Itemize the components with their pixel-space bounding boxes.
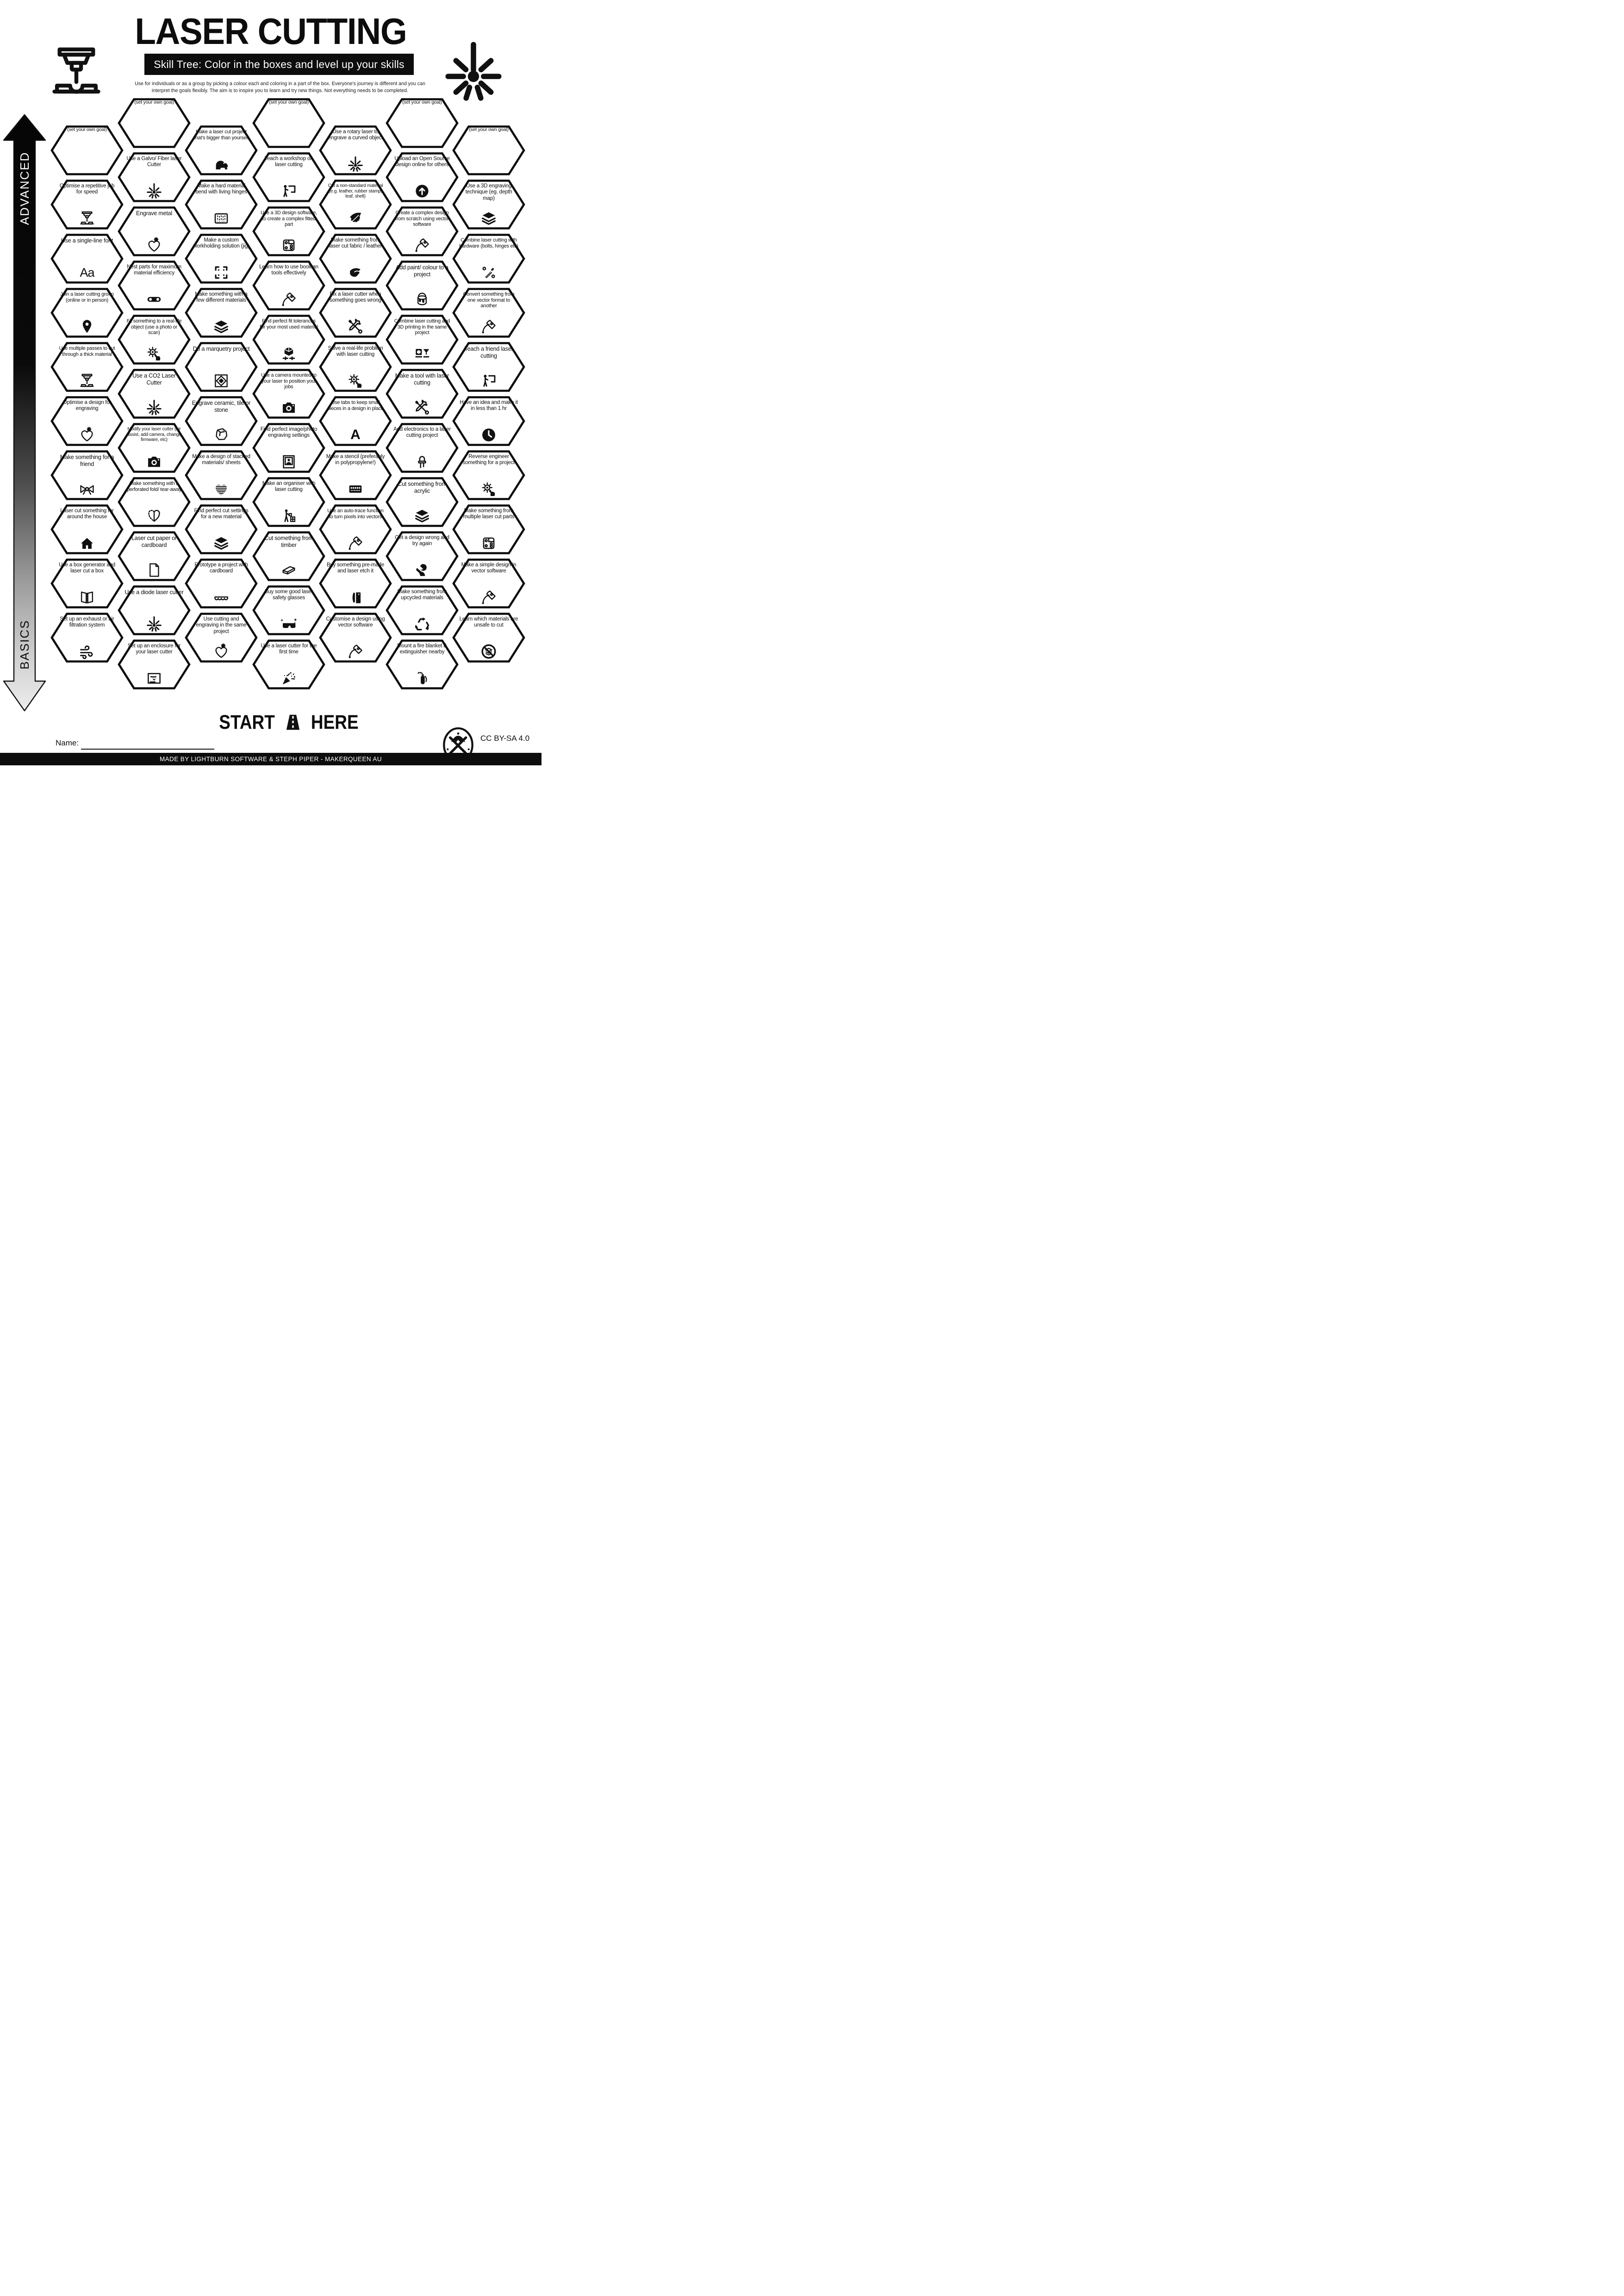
hex-tile[interactable] <box>452 449 525 501</box>
recycle-icon <box>386 614 459 634</box>
hex-label: Teach a friend laser cutting <box>464 346 513 359</box>
pen-tool-icon <box>452 317 525 336</box>
hex-tile[interactable] <box>118 422 191 474</box>
hex-tile[interactable] <box>252 260 325 311</box>
hex-tile[interactable] <box>50 233 124 285</box>
hex-tile[interactable] <box>319 341 392 393</box>
hex-label: Make something with a few different materials <box>195 292 248 304</box>
stencil-icon <box>319 479 392 499</box>
hex-label: Combine laser cutting with hardware (bolts, hinges etc) <box>459 237 518 249</box>
striped-heart-icon <box>185 479 258 499</box>
hex-tile[interactable] <box>452 341 525 393</box>
hex-tile[interactable] <box>50 395 124 447</box>
gear-hand-icon <box>452 479 525 499</box>
hex-tile[interactable] <box>452 179 525 230</box>
hex-tile[interactable] <box>319 395 392 447</box>
hex-tile[interactable] <box>252 476 325 528</box>
hex-label: Add paint/ colour to a project <box>396 264 448 278</box>
hex-label: Make a design of stacked materials/ sheets <box>192 454 250 466</box>
hex-tile[interactable] <box>319 179 392 230</box>
pen-tool-icon <box>252 290 325 309</box>
hex-label: Make something from laser cut fabric / leather <box>329 237 382 249</box>
laser-enclosure-icon <box>118 669 191 688</box>
hex-label: Get a design wrong and try again <box>395 535 449 547</box>
crossed-tools-icon <box>386 398 459 417</box>
hex-label: Use a Galvo/ Fiber laser Cutter <box>126 156 182 168</box>
hex-label: Make a tool with laser cutting <box>395 372 449 386</box>
camera-icon <box>118 452 191 472</box>
layers-icon <box>452 209 525 228</box>
hex-label: Prototype a project with cardboard <box>194 562 248 574</box>
gift-bow-icon <box>50 479 124 499</box>
hex-tile[interactable] <box>50 341 124 393</box>
hex-label: Set up an enclosure for your laser cutter <box>127 643 181 655</box>
living-hinge-icon <box>185 209 258 228</box>
hex-tile[interactable] <box>452 287 525 339</box>
heart-spark-icon <box>118 236 191 255</box>
hex-tile[interactable] <box>386 639 459 690</box>
hex-tile[interactable] <box>118 530 191 582</box>
single-line-font-icon: Aa <box>80 265 94 279</box>
hex-label: Do a marquetry project <box>193 346 250 352</box>
led-icon <box>386 452 459 472</box>
pen-tool-icon <box>319 642 392 661</box>
hex-tile[interactable] <box>185 449 258 501</box>
hex-label: Find perfect cut settings for a new material <box>194 508 249 520</box>
hex-label: Cut something from acrylic <box>398 481 447 494</box>
hex-label: Find perfect fit tolerances for your most used material <box>260 318 318 330</box>
hex-label: Solve a real-life problem with laser cutting <box>328 346 383 358</box>
hex-label: Convert something from one vector format to another <box>463 292 515 309</box>
basics-axis-label: BASICS <box>18 620 31 670</box>
subtitle-bar <box>144 54 414 75</box>
hex-tile[interactable] <box>386 368 459 420</box>
hex-tile[interactable] <box>185 341 258 393</box>
hex-tile[interactable] <box>452 558 525 609</box>
hex-tile[interactable] <box>185 179 258 230</box>
upload-icon <box>386 181 459 201</box>
hex-label: Engrave metal <box>136 210 172 217</box>
hex-label: Make something from upcycled materials <box>397 589 447 601</box>
name-field-label: Name: <box>56 738 79 747</box>
timber-icon <box>252 560 325 580</box>
footer-bar <box>0 753 541 765</box>
hex-label: Use a laser cutter for the first time <box>261 643 317 655</box>
hex-tile[interactable] <box>118 584 191 636</box>
hex-label: Cut something from timber <box>264 535 313 548</box>
hex-tile[interactable] <box>185 558 258 609</box>
hex-label: Use a box generator and laser cut a box <box>59 562 115 574</box>
laser-spark-icon <box>319 155 392 174</box>
laser-spark-icon <box>118 398 191 417</box>
hex-tile[interactable] <box>452 503 525 555</box>
print-laser-combo-icon <box>386 344 459 363</box>
laser-cutting-skill-tree-poster <box>0 0 541 765</box>
hex-label: Make an organiser with laser cutting <box>262 481 316 493</box>
hex-tile[interactable] <box>319 558 392 609</box>
hex-tile[interactable] <box>386 530 459 582</box>
hex-tile[interactable] <box>118 205 191 257</box>
start-label: START <box>219 711 275 733</box>
hex-label: Cut a non-standard material (e.g. leather, rubber stamp, leaf, shell) <box>328 183 383 199</box>
hex-label: Make something from multiple laser cut parts <box>463 508 515 520</box>
marquetry-icon <box>185 371 258 391</box>
camera-icon <box>252 398 325 417</box>
hex-label: Make a hard material bend with living hinges <box>195 183 247 195</box>
hex-label: Upload an Open Source design online for others <box>394 156 450 168</box>
pen-tool-icon <box>452 588 525 607</box>
hex-label: Use a CO2 Laser Cutter <box>132 372 176 386</box>
house-icon <box>50 534 124 553</box>
laser-spark-icon <box>118 614 191 634</box>
hex-label: Reverse engineer something for a project <box>462 454 515 466</box>
layers-icon <box>386 506 459 526</box>
hex-tile[interactable] <box>118 151 191 203</box>
paint-can-icon <box>386 290 459 309</box>
heart-spark-icon <box>50 425 124 445</box>
hex-label: Modify your laser cutter (air assist, add camera, change firmware, etc) <box>127 427 181 443</box>
presenter-icon <box>252 181 325 201</box>
presenter-icon <box>452 371 525 391</box>
hex-tile[interactable] <box>452 395 525 447</box>
hex-tile[interactable] <box>386 584 459 636</box>
leaf-icon <box>319 209 392 228</box>
hex-tile-goal[interactable] <box>252 97 325 149</box>
hex-tile[interactable] <box>319 503 392 555</box>
hex-tile[interactable] <box>118 314 191 366</box>
hex-tile[interactable] <box>319 449 392 501</box>
hex-tile[interactable] <box>319 612 392 664</box>
hex-label: Make a stencil (preferably in polypropylene!) <box>326 454 385 466</box>
hex-label: Optimise a repetitive job for speed <box>59 183 115 195</box>
license-text: CC BY-SA 4.0 <box>480 734 530 743</box>
hex-tile[interactable] <box>386 422 459 474</box>
nested-parts-icon <box>118 290 191 309</box>
hex-tile[interactable] <box>319 124 392 176</box>
subtitle-text: Skill Tree: Color in the boxes and level up your skills <box>154 58 404 70</box>
hex-tile[interactable] <box>185 124 258 176</box>
hex-tile[interactable] <box>118 639 191 690</box>
stone-icon <box>185 425 258 445</box>
etched-knife-icon <box>319 588 392 607</box>
jig-frame-icon <box>185 263 258 282</box>
hex-tile-goal[interactable] <box>386 97 459 149</box>
finger-joint-box-icon <box>50 588 124 607</box>
layers-icon <box>185 317 258 336</box>
hex-label: Use a single-line font <box>61 237 113 244</box>
hex-tile[interactable] <box>452 612 525 664</box>
facepalm-icon <box>386 560 459 580</box>
photo-frame-icon <box>252 452 325 472</box>
no-unsafe-materials-icon <box>452 642 525 661</box>
hex-tile[interactable] <box>185 395 258 447</box>
hex-label: Mount a fire blanket & extinguisher nearby <box>397 643 447 655</box>
heart-spark-icon <box>185 642 258 661</box>
hex-label: Make a laser cut project that's bigger than yourself <box>194 129 249 141</box>
corrugated-cardboard-icon <box>185 588 258 607</box>
fitted-part-icon <box>452 534 525 553</box>
crossed-tools-icon <box>319 317 392 336</box>
tabbed-letter-icon: A <box>350 427 361 442</box>
laser-cutter-head-icon <box>50 371 124 391</box>
hex-label: Use a 3D design software, to create a complex fitted part <box>261 210 317 228</box>
paper-sheet-icon <box>118 560 191 580</box>
hex-label: Combine laser cutting and 3D printing in the same project <box>394 318 450 336</box>
hex-tile[interactable] <box>386 260 459 311</box>
tolerance-cube-icon <box>252 344 325 363</box>
hex-tile[interactable] <box>118 476 191 528</box>
hex-tile[interactable] <box>50 558 124 609</box>
start-here-banner <box>185 708 393 737</box>
hex-label: Optimise a design for engraving <box>62 400 112 412</box>
hex-tile[interactable] <box>319 287 392 339</box>
hex-label: Laser cut paper or cardboard <box>131 535 177 548</box>
hex-tile[interactable] <box>50 179 124 230</box>
hex-tile[interactable] <box>185 612 258 664</box>
hex-tile[interactable] <box>50 449 124 501</box>
organiser-icon <box>252 506 325 526</box>
page-title: LASER CUTTING <box>135 11 407 52</box>
hex-tile[interactable] <box>185 287 258 339</box>
hex-tile[interactable] <box>252 639 325 690</box>
hex-tile[interactable] <box>252 368 325 420</box>
road-icon <box>281 711 305 734</box>
laser-spark-icon <box>118 181 191 201</box>
hex-tile[interactable] <box>386 205 459 257</box>
hex-tile-goal[interactable] <box>118 97 191 149</box>
hex-label: Learn how to use boolean tools effectively <box>259 264 318 276</box>
hex-label: Customise a design using vector software <box>326 616 385 628</box>
hex-label: Make a custom workholding solution (jig) <box>193 237 249 249</box>
hex-tile[interactable] <box>50 503 124 555</box>
hex-tile[interactable] <box>252 314 325 366</box>
hex-label: Use a rotary laser to engrave a curved object <box>328 129 383 141</box>
hex-tile-goal[interactable] <box>452 124 525 176</box>
hex-tile-goal[interactable] <box>50 124 124 176</box>
airflow-icon <box>50 642 124 661</box>
hex-label: Nest parts for maximum material efficiency <box>127 264 181 276</box>
hex-label: (set your own goal) <box>67 127 107 132</box>
elephant-icon <box>185 155 258 174</box>
hex-tile[interactable] <box>252 422 325 474</box>
hex-label: Fix a laser cutter when something goes wrong <box>330 292 381 304</box>
hex-tile[interactable] <box>118 368 191 420</box>
fitted-part-icon <box>252 236 325 255</box>
clock-icon <box>452 425 525 445</box>
hex-label: Learn which materials are unsafe to cut <box>459 616 518 628</box>
gear-hand-icon <box>319 371 392 391</box>
map-pin-icon <box>50 317 124 336</box>
hex-label: (set your own goal) <box>469 127 509 132</box>
hex-label: (set your own goal) <box>269 99 309 105</box>
hex-label: Make a simple design in vector software <box>461 562 516 574</box>
here-label: HERE <box>311 711 359 733</box>
layers-icon <box>185 534 258 553</box>
hex-label: Engrave ceramic, tile or stone <box>192 400 251 413</box>
hex-tile[interactable] <box>252 584 325 636</box>
hex-tile[interactable] <box>319 233 392 285</box>
hex-label: Use an auto-trace function to turn pixels into vectors <box>327 508 384 520</box>
footer-credit-text: MADE BY LIGHTBURN SOFTWARE & STEPH PIPER - MAKERQUEEN AU <box>160 756 382 763</box>
advanced-axis-label: ADVANCED <box>18 151 31 225</box>
hex-label: Join a laser cutting group (online or in person) <box>60 292 114 303</box>
hex-tile[interactable] <box>252 151 325 203</box>
hex-tile[interactable] <box>50 612 124 664</box>
hex-label: Buy some good laser safety glasses <box>264 589 313 601</box>
hex-label: (set your own goal) <box>134 99 174 105</box>
fire-extinguisher-icon <box>386 669 459 688</box>
hex-tile[interactable] <box>252 205 325 257</box>
hex-label: Create a complex design from scratch using vector software <box>395 210 449 228</box>
hex-label: Use multiple passes to cut through a thick material <box>59 346 115 357</box>
intro-text: Use for individuals or as a group by picking a colour each and coloring in a part of the box. Everyone's journey is different and you can interpret the goals flexibly. The aim is to inspire you to learn and try new things. Not everything needs to be completed. <box>135 81 425 93</box>
hex-tile[interactable] <box>386 314 459 366</box>
hex-tile[interactable] <box>386 476 459 528</box>
hex-label: Have an idea and make it in less than 1 hr <box>460 400 518 412</box>
safety-glasses-icon <box>252 614 325 634</box>
hex-label: Use cutting and engraving in the same project <box>196 616 247 634</box>
laser-cutter-head-icon <box>50 209 124 228</box>
hex-label: Use tabs to keep small pieces in a design in place <box>327 400 384 411</box>
hex-label: (set your own goal) <box>402 99 442 105</box>
name-input-line[interactable] <box>81 749 214 750</box>
hex-label: Make something with a perforated fold/ tear-away <box>127 481 181 492</box>
hex-label: Use a camera mounted to your laser to position your jobs <box>261 372 317 390</box>
hex-tile[interactable] <box>185 503 258 555</box>
hex-label: Add electronics to a laser cutting project <box>393 427 451 439</box>
hex-tile[interactable] <box>252 530 325 582</box>
bolts-hardware-icon <box>452 263 525 282</box>
fabric-icon <box>319 263 392 282</box>
hex-label: Use a 3D engraving technique (eg. depth map) <box>465 183 512 201</box>
perforated-heart-icon <box>118 506 191 526</box>
hex-label: Make something for a friend <box>60 454 114 467</box>
hex-label: Buy something pre-made and laser etch it <box>326 562 385 574</box>
hex-label: Fit something to a real-life object (use a photo or scan) <box>126 318 182 336</box>
hex-tile[interactable] <box>118 260 191 311</box>
pen-tool-icon <box>386 236 459 255</box>
pen-tool-icon <box>319 534 392 553</box>
hex-label: Use a diode laser cutter <box>124 589 184 596</box>
hex-tile[interactable] <box>185 233 258 285</box>
hex-tile[interactable] <box>452 233 525 285</box>
gear-hand-icon <box>118 344 191 363</box>
hex-label: Find perfect image/photo engraving settings <box>260 427 317 439</box>
hex-label: Laser cut something for around the house <box>60 508 114 520</box>
hex-label: Teach a workshop on laser cutting <box>264 156 313 168</box>
hex-label: Set up an exhaust or air filtration system <box>60 616 114 628</box>
hex-tile[interactable] <box>386 151 459 203</box>
party-popper-icon <box>252 669 325 688</box>
hex-tile[interactable] <box>50 287 124 339</box>
